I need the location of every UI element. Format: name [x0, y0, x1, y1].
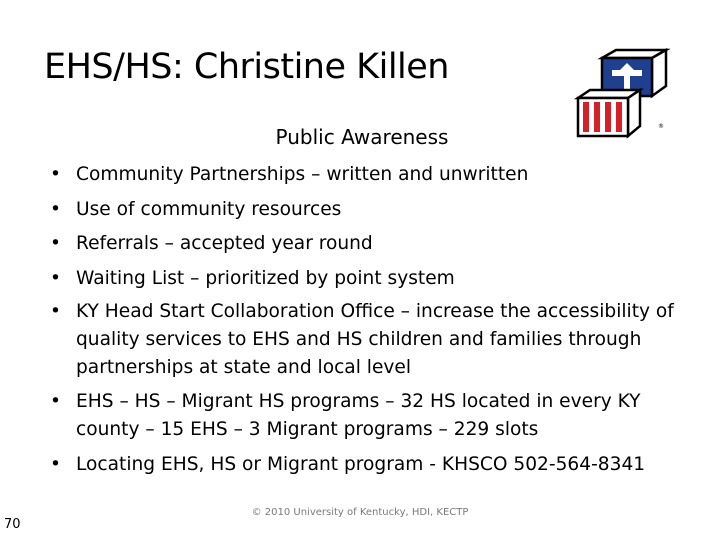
bullet-marker: •	[50, 233, 61, 255]
bullet-list	[50, 160, 680, 484]
registered-mark: ®	[658, 123, 664, 130]
bullet-item	[50, 264, 680, 293]
bullet-marker: •	[50, 267, 61, 289]
bullet-text: Locating EHS, HS or Migrant program - KHSCO 502-564-8341	[76, 453, 646, 475]
bullet-item	[50, 229, 680, 258]
bullet-text: KY Head Start Collaboration Office – increase the accessibility of quality services to EHS and HS children and families through partnerships at state and local level	[76, 301, 674, 379]
bullet-text: EHS – HS – Migrant HS programs – 32 HS located in every KY county – 15 EHS – 3 Migrant programs – 229 slots	[76, 390, 641, 440]
bullet-marker: •	[50, 301, 61, 323]
bullet-text: Referrals – accepted year round	[76, 233, 373, 255]
bullet-item	[50, 298, 680, 382]
bullet-item	[50, 195, 680, 224]
slide-title: EHS/HS: Christine Killen	[44, 47, 449, 87]
bullet-item	[50, 160, 680, 189]
bullet-text: Use of community resources	[76, 198, 342, 220]
bullet-text: Community Partnerships – written and unwritten	[76, 164, 529, 185]
copyright-footer: © 2010 University of Kentucky, HDI, KECTP	[251, 507, 469, 518]
bullet-item	[50, 450, 680, 479]
bullet-text: Waiting List – prioritized by point system	[76, 267, 455, 289]
bullet-marker: •	[50, 164, 61, 185]
page-number: 70	[4, 517, 21, 532]
bullet-marker: •	[50, 198, 61, 220]
bullet-item	[50, 388, 680, 444]
bullet-marker: •	[50, 390, 61, 412]
slide-subheading: Public Awareness	[275, 125, 449, 149]
bullet-marker: •	[50, 453, 61, 475]
